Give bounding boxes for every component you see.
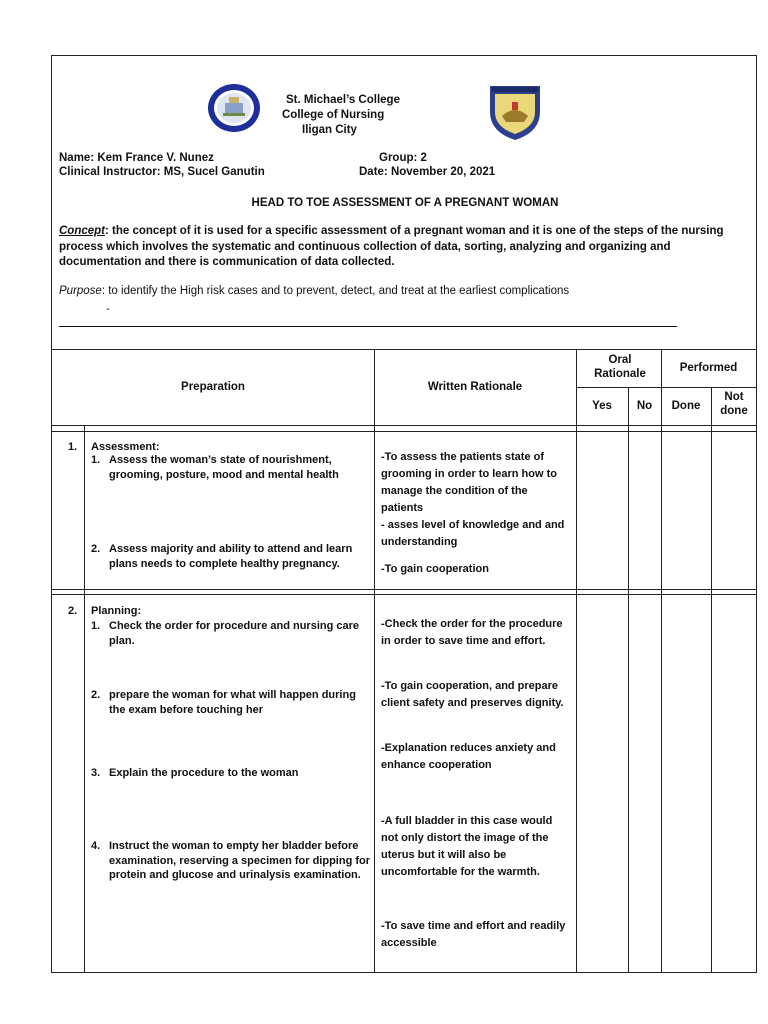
list-item (91, 542, 371, 571)
header-not-done: Not done (720, 391, 748, 417)
header-no: No (636, 400, 653, 412)
document-page (51, 55, 757, 973)
step-number: 1. (91, 454, 101, 466)
step-text: Explain the procedure to the woman (109, 767, 299, 779)
student-name: Name: Kem France V. Nunez (59, 152, 214, 164)
rationale-text: -Check the order for the procedure in order to save time and effort. (381, 618, 563, 647)
clinical-instructor: Clinical Instructor: MS, Sucel Ganutin (59, 166, 265, 178)
concept-paragraph (59, 224, 753, 271)
college-block (280, 93, 410, 138)
section-rule (52, 594, 756, 595)
col-divider (84, 425, 85, 972)
document-date: Date: November 20, 2021 (359, 166, 496, 178)
section-title: Planning: (91, 605, 142, 617)
list-item (91, 688, 371, 717)
list-item (91, 453, 371, 482)
city-name: Iligan City (302, 124, 357, 136)
step-text: prepare the woman for what will happen during the exam before touching her (109, 689, 356, 716)
rationale-text: -To assess the patients state of grooming in order to learn how to manage the condition of the patients (381, 451, 557, 514)
purpose-dash: - (106, 303, 110, 315)
col-divider (628, 387, 629, 972)
section-title: Assessment: (91, 441, 160, 453)
section-number: 2. (68, 605, 78, 617)
header-done: Done (671, 400, 701, 412)
college-seal-logo (207, 83, 261, 133)
step-number: 2. (91, 543, 101, 555)
step-number: 2. (91, 689, 101, 701)
nursing-seal-logo (482, 82, 548, 142)
step-text: Instruct the woman to empty her bladder before examination, reserving a specimen for dipping for protein and glucose and urinalysis examination. (109, 840, 371, 881)
rationale-text: -Explanation reduces anxiety and enhance cooperation (381, 742, 556, 771)
instructor-info-row (59, 166, 496, 178)
purpose-paragraph (59, 285, 753, 297)
col-divider (374, 349, 375, 972)
subheader-rule (576, 387, 756, 388)
purpose-text: : to identify the High risk cases and to prevent, detect, and treat at the earliest complications (101, 285, 570, 297)
department-name: College of Nursing (282, 109, 385, 121)
student-info-row (59, 152, 427, 164)
rationale-text: -To gain cooperation, and prepare client safety and preserves dignity. (381, 680, 564, 709)
step-text: Check the order for procedure and nursing care plan. (109, 620, 360, 647)
college-name: St. Michael’s College (286, 94, 400, 106)
col-divider (661, 349, 662, 972)
step-number: 1. (91, 620, 101, 632)
rationale-text: -To gain cooperation (381, 563, 489, 575)
concept-text: : the concept of it is used for a specific assessment of a pregnant woman and it is one of the steps of the nursing process which involves the systematic and continuous collection of data, sorting, analyzing and organizing and documentation and there is communication of data collected. (59, 225, 724, 268)
blank-line (59, 326, 677, 327)
purpose-label: Purpose (59, 285, 102, 297)
header-bottom-rule (52, 431, 756, 432)
col-divider (711, 387, 712, 972)
section-number: 1. (68, 441, 78, 453)
header-performed: Performed (679, 362, 738, 374)
header-preparation: Preparation (181, 381, 245, 393)
header-bottom-rule (52, 425, 756, 426)
header-yes: Yes (592, 400, 612, 412)
list-item (91, 839, 371, 883)
list-item (91, 766, 371, 781)
concept-label: Concept (59, 225, 105, 237)
procedure-table (52, 349, 756, 972)
step-text: Assess majority and ability to attend and learn plans needs to complete healthy pregnancy. (109, 543, 353, 570)
step-number: 3. (91, 767, 101, 779)
list-item (91, 619, 371, 648)
rationale-text: -A full bladder in this case would not only distort the image of the uterus but it will also be uncomfortable for the warmth. (381, 815, 553, 878)
table-top-border (52, 349, 756, 350)
col-divider (576, 349, 577, 972)
rationale-text: -To save time and effort and readily accessible (381, 920, 566, 949)
header-written-rationale: Written Rationale (427, 381, 523, 393)
document-title: HEAD TO TOE ASSESSMENT OF A PREGNANT WOMAN (251, 197, 559, 209)
step-number: 4. (91, 840, 101, 852)
section-rule (52, 589, 756, 590)
step-text: Assess the woman’s state of nourishment, grooming, posture, mood and mental health (109, 454, 339, 481)
group-number: Group: 2 (379, 152, 427, 164)
rationale-text: - asses level of knowledge and and understanding (381, 519, 565, 548)
header-oral-rationale: Oral Rationale (594, 354, 646, 380)
